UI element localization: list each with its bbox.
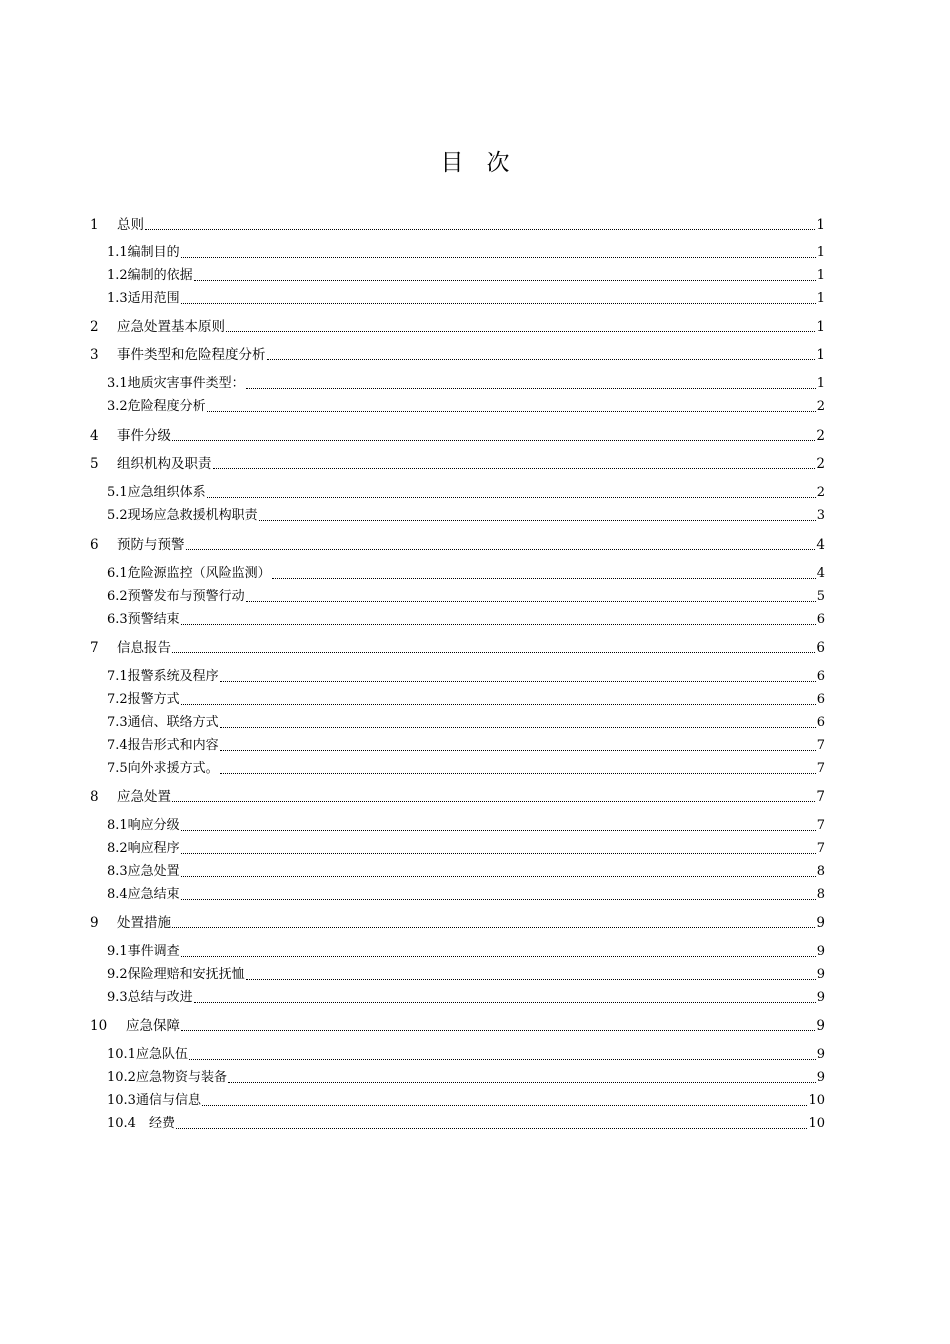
toc-dot-leader (181, 623, 816, 625)
toc-dot-leader (181, 703, 816, 705)
toc-entry-section (107, 964, 825, 984)
toc-entry-text: 信息报告 (117, 640, 171, 656)
toc-dot-leader (181, 875, 816, 877)
toc-entry-text: 7.3通信、联络方式 (107, 715, 219, 730)
toc-entry-text: 9.2保险理赔和安抚抚恤 (107, 967, 245, 982)
toc-dot-leader (181, 829, 816, 831)
toc-entry-label (107, 507, 258, 525)
toc-page-number: 7 (816, 789, 825, 805)
toc-entry-label (107, 886, 180, 904)
toc-entry-text: 10.4 经费 (107, 1116, 175, 1131)
toc-entry-section (107, 288, 825, 308)
toc-page-number: 9 (816, 990, 825, 1005)
toc-entry-section (107, 1090, 825, 1110)
toc-entry-label (107, 290, 180, 308)
toc-page-number: 9 (816, 1018, 825, 1034)
toc-entry-text: 预防与预警 (117, 537, 185, 553)
toc-page-number: 9 (816, 967, 825, 982)
toc-entry-text: 6.3预警结束 (107, 612, 180, 627)
toc-entry-section (107, 586, 825, 606)
toc-page-number: 9 (816, 944, 825, 959)
toc-entry-label (90, 427, 171, 445)
toc-entry-text: 3.2危险程度分析 (107, 399, 206, 414)
toc-dot-leader (246, 978, 816, 980)
toc-dot-leader (172, 800, 815, 802)
toc-entry-text: 1.2编制的依据 (107, 268, 193, 283)
toc-entry-label (107, 1046, 188, 1064)
toc-page-number: 7 (816, 738, 825, 753)
toc-entry-section (107, 1044, 825, 1064)
toc-dot-leader (189, 1058, 816, 1060)
toc-page-number: 2 (816, 399, 825, 414)
page-title: 目 次 (440, 150, 510, 176)
toc-entry-text: 事件类型和危险程度分析 (117, 347, 266, 363)
toc-entry-text: 1.3适用范围 (107, 291, 180, 306)
toc-entry-section (107, 689, 825, 709)
toc-entry-text: 8.4应急结束 (107, 887, 180, 902)
toc-entry-number: 2 (90, 319, 99, 335)
toc-page-number: 7 (816, 841, 825, 856)
toc-dot-leader (246, 387, 816, 389)
toc-page-number: 1 (816, 376, 825, 391)
toc-entry-number: 4 (90, 428, 99, 444)
toc-entry-label (107, 840, 180, 858)
toc-entry-text: 5.1应急组织体系 (107, 485, 206, 500)
toc-entry-label (107, 966, 245, 984)
toc-entry-text: 8.1响应分级 (107, 818, 180, 833)
toc-entry-text: 应急处置基本原则 (117, 319, 225, 335)
toc-page-number: 7 (816, 761, 825, 776)
toc-entry-label (107, 943, 180, 961)
toc-entry-text: 应急处置 (117, 789, 171, 805)
toc-entry-text: 应急保障 (126, 1018, 180, 1034)
toc-dot-leader (207, 410, 816, 412)
toc-dot-leader (226, 330, 815, 332)
toc-dot-leader (172, 651, 815, 653)
toc-entry-section (107, 987, 825, 1007)
toc-dot-leader (186, 548, 816, 550)
toc-dot-leader (145, 228, 815, 230)
toc-entry-label (90, 1017, 180, 1035)
toc-entry-chapter (90, 425, 825, 445)
toc-entry-section (107, 815, 825, 835)
toc-entry-label (90, 639, 171, 657)
toc-dot-leader (220, 726, 816, 728)
toc-dot-leader (181, 852, 816, 854)
toc-page-number: 3 (816, 508, 825, 523)
toc-entry-text: 8.3应急处置 (107, 864, 180, 879)
toc-page-number: 10 (808, 1093, 825, 1108)
toc-page-number: 1 (816, 347, 825, 363)
toc-entry-text: 总则 (117, 217, 144, 233)
toc-page-number: 2 (816, 428, 825, 444)
toc-entry-label (90, 318, 225, 336)
toc-entry-text: 5.2现场应急救援机构职责 (107, 508, 258, 523)
toc-dot-leader (220, 772, 816, 774)
toc-page-number: 1 (816, 291, 825, 306)
toc-entry-text: 8.2响应程序 (107, 841, 180, 856)
toc-entry-section (107, 265, 825, 285)
toc-entry-label (107, 863, 180, 881)
toc-page-number: 6 (816, 640, 825, 656)
toc-entry-number: 9 (90, 915, 99, 931)
toc-entry-label (90, 788, 171, 806)
toc-entry-number: 7 (90, 640, 99, 656)
toc-dot-leader (228, 1081, 816, 1083)
toc-page-number: 1 (816, 217, 825, 233)
toc-page-number: 9 (816, 1047, 825, 1062)
toc-dot-leader (181, 1029, 815, 1031)
toc-entry-label (90, 216, 144, 234)
toc-entry-label (107, 760, 219, 778)
toc-entry-section (107, 758, 825, 778)
toc-entry-section (107, 712, 825, 732)
toc-dot-leader (220, 680, 816, 682)
toc-page-number: 1 (816, 319, 825, 335)
toc-entry-text: 7.2报警方式 (107, 692, 180, 707)
toc-page-number: 8 (816, 887, 825, 902)
toc-entry-chapter (90, 453, 825, 473)
toc-page-number: 1 (816, 245, 825, 260)
toc-entry-label (107, 588, 245, 606)
toc-entry-text: 6.2预警发布与预警行动 (107, 589, 245, 604)
toc-entry-chapter (90, 912, 825, 932)
toc-entry-text: 7.1报警系统及程序 (107, 669, 219, 684)
toc-entry-label (107, 1092, 201, 1110)
toc-entry-text: 1.1编制目的 (107, 245, 180, 260)
toc-dot-leader (207, 496, 816, 498)
toc-entry-label (107, 714, 219, 732)
toc-dot-leader (172, 439, 815, 441)
toc-page-number: 6 (816, 715, 825, 730)
toc-entry-text: 处置措施 (117, 915, 171, 931)
toc-entry-section (107, 505, 825, 525)
toc-entry-label (107, 817, 180, 835)
toc-entry-label (107, 398, 206, 416)
toc-entry-number: 1 (90, 217, 99, 233)
toc-page-number: 4 (816, 566, 825, 581)
toc-page-number: 9 (816, 1070, 825, 1085)
toc-entry-chapter (90, 1015, 825, 1035)
toc-entry-chapter (90, 316, 825, 336)
toc-entry-label (107, 375, 245, 393)
toc-dot-leader (194, 1001, 816, 1003)
toc-dot-leader (172, 926, 815, 928)
toc-page-number: 6 (816, 692, 825, 707)
toc-entry-section (107, 1067, 825, 1087)
toc-page-number: 1 (816, 268, 825, 283)
toc-entry-section (107, 373, 825, 393)
toc-entry-number: 6 (90, 537, 99, 553)
toc-entry-section (107, 735, 825, 755)
toc-entry-text: 3.1地质灾害事件类型： (107, 376, 245, 391)
toc-dot-leader (202, 1104, 808, 1106)
toc-entry-text: 组织机构及职责 (117, 456, 212, 472)
toc-dot-leader (181, 955, 816, 957)
toc-entry-label (107, 565, 271, 583)
toc-dot-leader (181, 256, 816, 258)
toc-page-number: 8 (816, 864, 825, 879)
toc-dot-leader (220, 749, 816, 751)
toc-entry-text: 10.2应急物资与装备 (107, 1070, 227, 1085)
toc-dot-leader (272, 577, 816, 579)
toc-page-number: 6 (816, 612, 825, 627)
toc-entry-chapter (90, 637, 825, 657)
toc-entry-text: 事件分级 (117, 428, 171, 444)
toc-entry-label (107, 737, 219, 755)
toc-entry-section (107, 242, 825, 262)
toc-entry-label (90, 346, 266, 364)
toc-entry-section (107, 861, 825, 881)
toc-entry-chapter (90, 786, 825, 806)
toc-entry-section (107, 482, 825, 502)
toc-entry-number: 3 (90, 347, 99, 363)
toc-entry-label (107, 611, 180, 629)
toc-entry-label (107, 244, 180, 262)
toc-entry-text: 7.5向外求援方式。 (107, 761, 219, 776)
toc-entry-label (90, 914, 171, 932)
toc-page-number: 5 (816, 589, 825, 604)
toc-dot-leader (267, 358, 816, 360)
toc-entry-section (107, 666, 825, 686)
toc-entry-label (107, 1115, 175, 1133)
toc-entry-label (90, 455, 212, 473)
toc-entry-section (107, 941, 825, 961)
toc-entry-chapter (90, 534, 825, 554)
toc-page-number: 9 (816, 915, 825, 931)
toc-entry-label (107, 484, 206, 502)
toc-page-number: 2 (816, 456, 825, 472)
toc-entry-chapter (90, 344, 825, 364)
toc-dot-leader (213, 467, 816, 469)
toc-entry-number: 8 (90, 789, 99, 805)
toc-dot-leader (176, 1127, 808, 1129)
toc-entry-number: 10 (90, 1018, 108, 1034)
toc-entry-label (107, 691, 180, 709)
toc-page-number: 2 (816, 485, 825, 500)
toc-dot-leader (194, 279, 816, 281)
toc-entry-text: 7.4报告形式和内容 (107, 738, 219, 753)
toc-page-number: 7 (816, 818, 825, 833)
toc-entry-text: 10.1应急队伍 (107, 1047, 188, 1062)
toc-entry-number: 5 (90, 456, 99, 472)
toc-dot-leader (259, 519, 816, 521)
toc-entry-section (107, 563, 825, 583)
toc-entry-label (107, 989, 193, 1007)
toc-entry-text: 9.3总结与改进 (107, 990, 193, 1005)
toc-dot-leader (246, 600, 816, 602)
toc-dot-leader (181, 302, 816, 304)
toc-page-number: 4 (816, 537, 825, 553)
toc-entry-section (107, 838, 825, 858)
toc-entry-text: 10.3通信与信息 (107, 1093, 201, 1108)
toc-entry-label (90, 536, 185, 554)
toc-entry-section (107, 396, 825, 416)
toc-entry-chapter (90, 214, 825, 234)
toc-entry-section (107, 884, 825, 904)
toc-entry-label (107, 1069, 227, 1087)
toc-entry-section (107, 1113, 825, 1133)
toc-entry-text: 9.1事件调查 (107, 944, 180, 959)
toc-entry-label (107, 267, 193, 285)
toc-entry-section (107, 609, 825, 629)
toc-page-number: 6 (816, 669, 825, 684)
toc-page-number: 10 (808, 1116, 825, 1131)
toc-entry-label (107, 668, 219, 686)
toc-entry-text: 6.1危险源监控（风险监测） (107, 566, 271, 581)
toc-dot-leader (181, 898, 816, 900)
